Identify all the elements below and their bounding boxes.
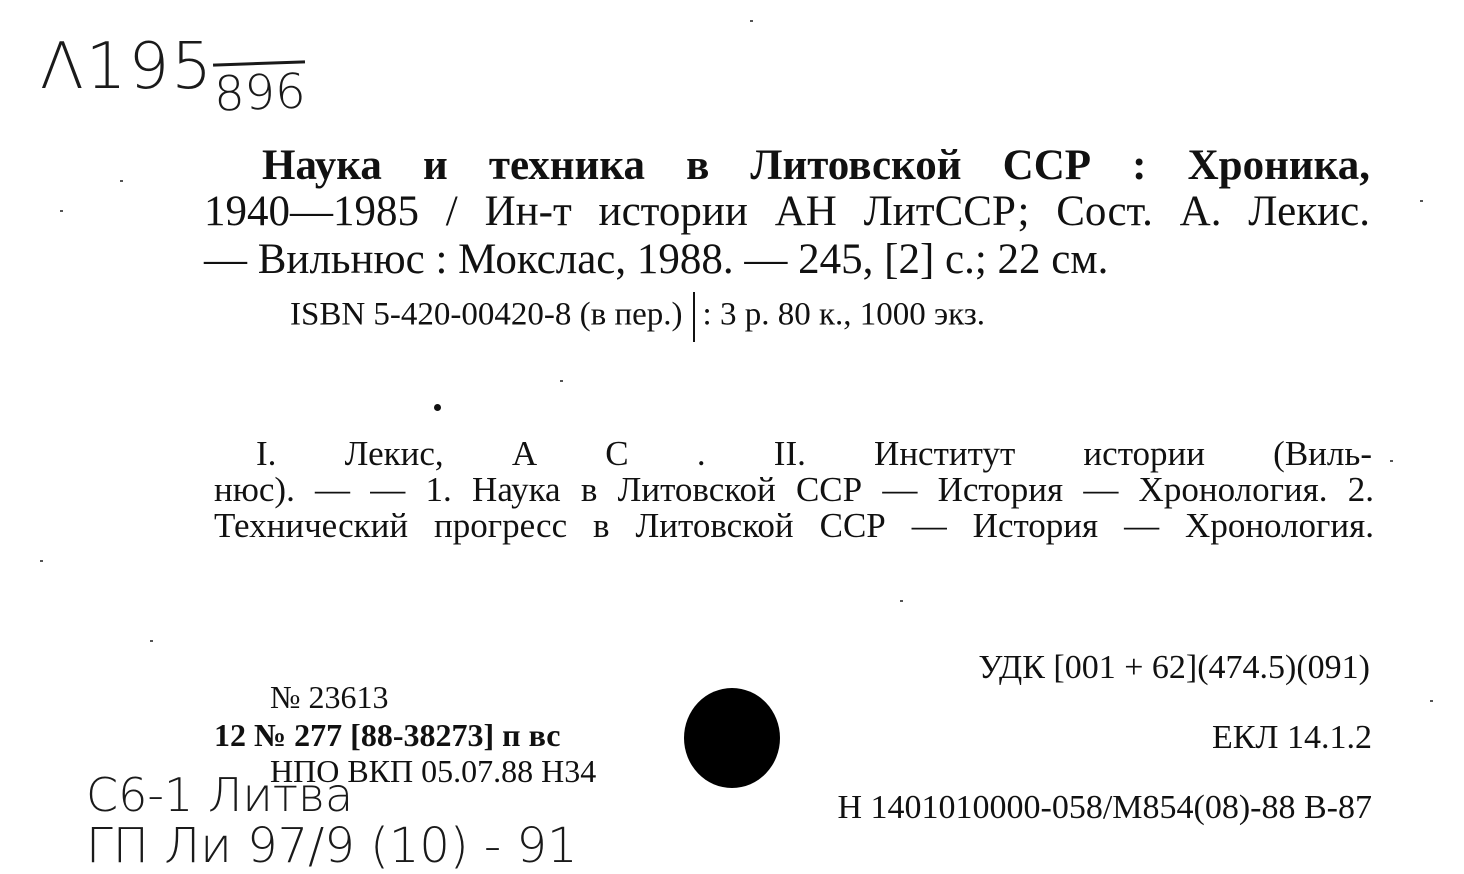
ekl-code: ЕКЛ 14.1.2 bbox=[1211, 719, 1372, 756]
separator-line bbox=[693, 292, 695, 342]
scan-speck bbox=[1390, 460, 1393, 462]
subject-line-2: нюс). — — 1. Наука в Литовской ССР — История — Хронология. 2. bbox=[214, 470, 1374, 509]
handwritten-catalog-line-1: С6-1 Литва bbox=[86, 768, 354, 822]
title-text: Наука и техника в Литовской ССР : Хроника, bbox=[262, 142, 1370, 189]
printing-info: НПО ВКП 05.07.88 Н34 bbox=[270, 753, 597, 789]
scan-speck bbox=[60, 210, 63, 212]
scan-speck bbox=[900, 600, 903, 602]
isbn-price-line bbox=[290, 292, 985, 342]
scan-speck bbox=[1420, 200, 1423, 202]
punch-hole bbox=[684, 688, 780, 788]
isbn: ISBN 5-420-00420-8 (в пер.) bbox=[290, 296, 683, 333]
order-number: 12 № 277 [88-38273] п вс bbox=[214, 717, 561, 753]
card-number: № 23613 bbox=[270, 679, 389, 715]
scan-speck bbox=[1430, 700, 1433, 702]
scan-speck bbox=[40, 560, 43, 562]
udk-code: УДК [001 + 62](474.5)(091) bbox=[978, 649, 1370, 686]
scan-speck bbox=[120, 180, 123, 182]
title-line-1 bbox=[262, 142, 1370, 190]
scan-speck bbox=[750, 20, 753, 22]
subject-line-3: Технический прогресс в Литовской ССР — История — Хронология. bbox=[214, 506, 1374, 545]
decorative-dot bbox=[434, 404, 441, 411]
handwritten-shelf-mark: Λ195 bbox=[40, 30, 214, 104]
handwritten-catalog-line-2: ГП Ли 97/9 (10) - 91 bbox=[86, 818, 578, 874]
title-line-2: 1940—1985 / Ин-т истории АН ЛитССР; Сост. А. Лекис. bbox=[204, 188, 1370, 235]
scan-speck bbox=[150, 640, 153, 642]
scan-speck bbox=[560, 380, 563, 382]
subject-line-1: I. Лекис, А С . II. Институт истории (Виль- bbox=[256, 434, 1372, 473]
publisher-index: Н 1401010000-058/М854(08)-88 В-87 bbox=[837, 789, 1372, 826]
imprint-line: — Вильнюс : Мокслас, 1988. — 245, [2] с.; 22 см. bbox=[204, 236, 1109, 283]
price: : 3 р. 80 к., 1000 экз. bbox=[702, 296, 986, 333]
handwritten-shelf-number: 896 bbox=[213, 60, 307, 122]
